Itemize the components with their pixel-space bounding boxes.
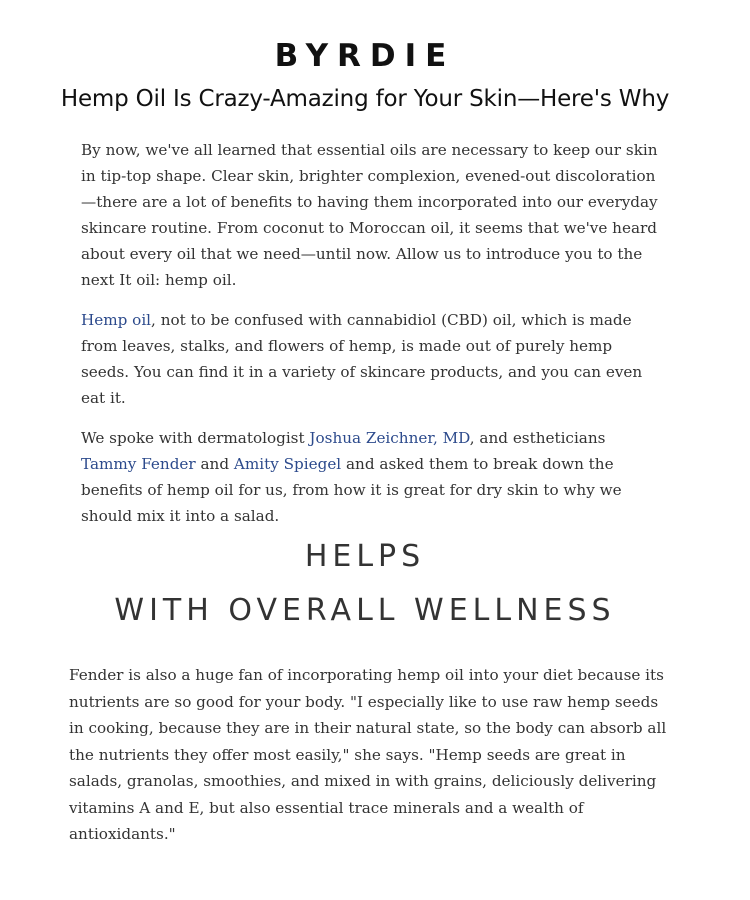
- article-intro: [81, 137, 661, 543]
- intro-paragraph: By now, we've all learned that essential oils are necessary to keep our skin in tip-top shape. Clear skin, brighter complexion, evened-out discoloration—there are a lot of benefits to having them incorporated into our everyday skincare routine. From coconut to Moroccan oil, it seems that we've heard about every oil that we need—until now. Allow us to introduce you to the next It oil: hemp oil.: [81, 141, 658, 289]
- section-heading-line: HELPS: [304, 539, 426, 574]
- amity-spiegel-link[interactable]: Amity Spiegel: [233, 455, 342, 473]
- article-title: Hemp Oil Is Crazy-Amazing for Your Skin—Here's Why: [60, 86, 670, 112]
- paragraph-text: , and estheticians: [469, 429, 606, 447]
- paragraph-text: and asked them to break down the benefits of hemp oil for us, from how it is great for dry skin to why we should mix it into a salad.: [81, 455, 622, 525]
- intro-paragraph: [81, 425, 661, 529]
- paragraph-text: , not to be confused with cannabidiol (CBD) oil, which is made from leaves, stalks, and flowers of hemp, is made out of purely hemp seeds. You can find it in a variety of skincare products, and you can even eat it.: [81, 311, 643, 407]
- paragraph-text: We spoke with dermatologist: [81, 429, 310, 447]
- hemp-oil-link[interactable]: Hemp oil: [81, 311, 152, 329]
- joshua-zeichner-link[interactable]: Joshua Zeichner, MD: [309, 429, 470, 447]
- section-body: [69, 662, 669, 848]
- intro-paragraph: [81, 307, 661, 411]
- section-paragraph: Fender is also a huge fan of incorporating hemp oil into your diet because its nutrients are so good for your body. "I especially like to use raw hemp seeds in cooking, because they are in their natural state, so the body can absorb all the nutrients they offer most easily," she says. "Hemp seeds are great in salads, granolas, smoothies, and mixed in with grains, deliciously delivering vitamins A and E, but also essential trace minerals and a wealth of antioxidants.": [69, 666, 667, 843]
- section-heading-line: WITH OVERALL WELLNESS: [114, 593, 616, 628]
- section-heading: [0, 530, 730, 638]
- tammy-fender-link[interactable]: Tammy Fender: [81, 455, 196, 473]
- site-logo[interactable]: BYRDIE: [274, 38, 456, 74]
- paragraph-text: and: [195, 455, 234, 473]
